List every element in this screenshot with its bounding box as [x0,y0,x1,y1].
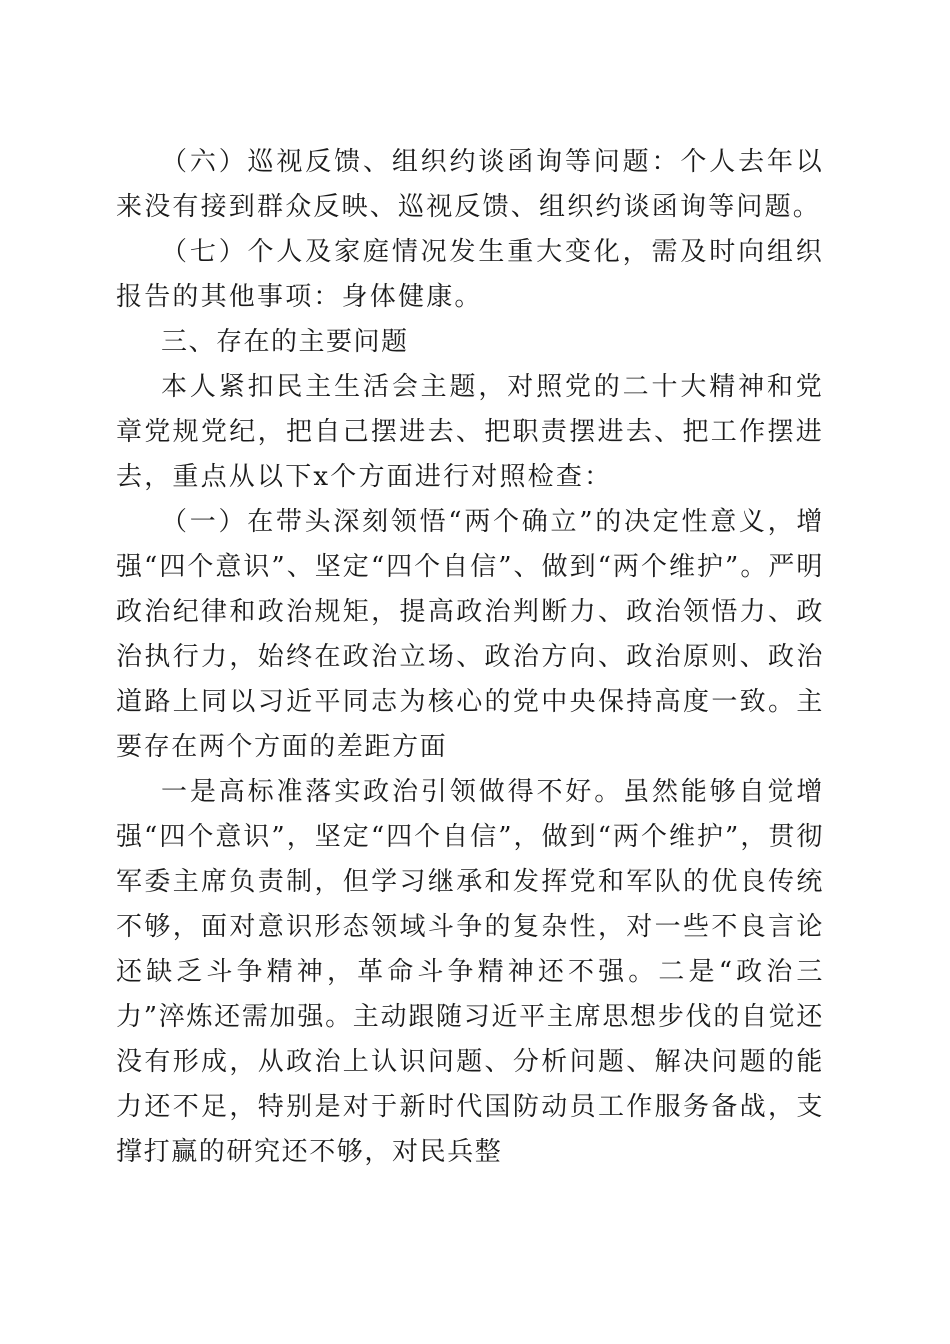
paragraph-item-6: （六）巡视反馈、组织约谈函询等问题：个人去年以来没有接到群众反映、巡视反馈、组织约谈函询等问题。 [116,147,824,222]
paragraph-intro: 本人紧扣民主生活会主题，对照党的二十大精神和党章党规党纪，把自己摆进去、把职责摆进去、把工作摆进去，重点从以下x个方面进行对照检查： [116,372,824,492]
paragraph-item-1-detail: 一是高标准落实政治引领做得不好。虽然能够自觉增强“四个意识”，坚定“四个自信”，做到“两个维护”，贯彻军委主席负责制，但学习继承和发挥党和军队的优良传统不够，面对意识形态领域斗争的复杂性，对一些不良言论还缺乏斗争精神，革命斗争精神还不强。二是“政治三力”淬炼还需加强。主动跟随习近平主席思想步伐的自觉还没有形成，从政治上认识问题、分析问题、解决问题的能力还不足，特别是对于新时代国防动员工作服务备战，支撑打赢的研究还不够，对民兵整 [116,777,824,1167]
section-heading: 三、存在的主要问题 [161,327,409,357]
document-body [116,140,824,1175]
paragraph-item-7: （七）个人及家庭情况发生重大变化，需及时向组织报告的其他事项：身体健康。 [116,237,824,312]
paragraph-item-1: （一）在带头深刻领悟“两个确立”的决定性意义，增强“四个意识”、坚定“四个自信”、做到“两个维护”。严明政治纪律和政治规矩，提高政治判断力、政治领悟力、政治执行力，始终在政治立场、政治方向、政治原则、政治道路上同以习近平同志为核心的党中央保持高度一致。主要存在两个方面的差距方面 [116,507,824,762]
